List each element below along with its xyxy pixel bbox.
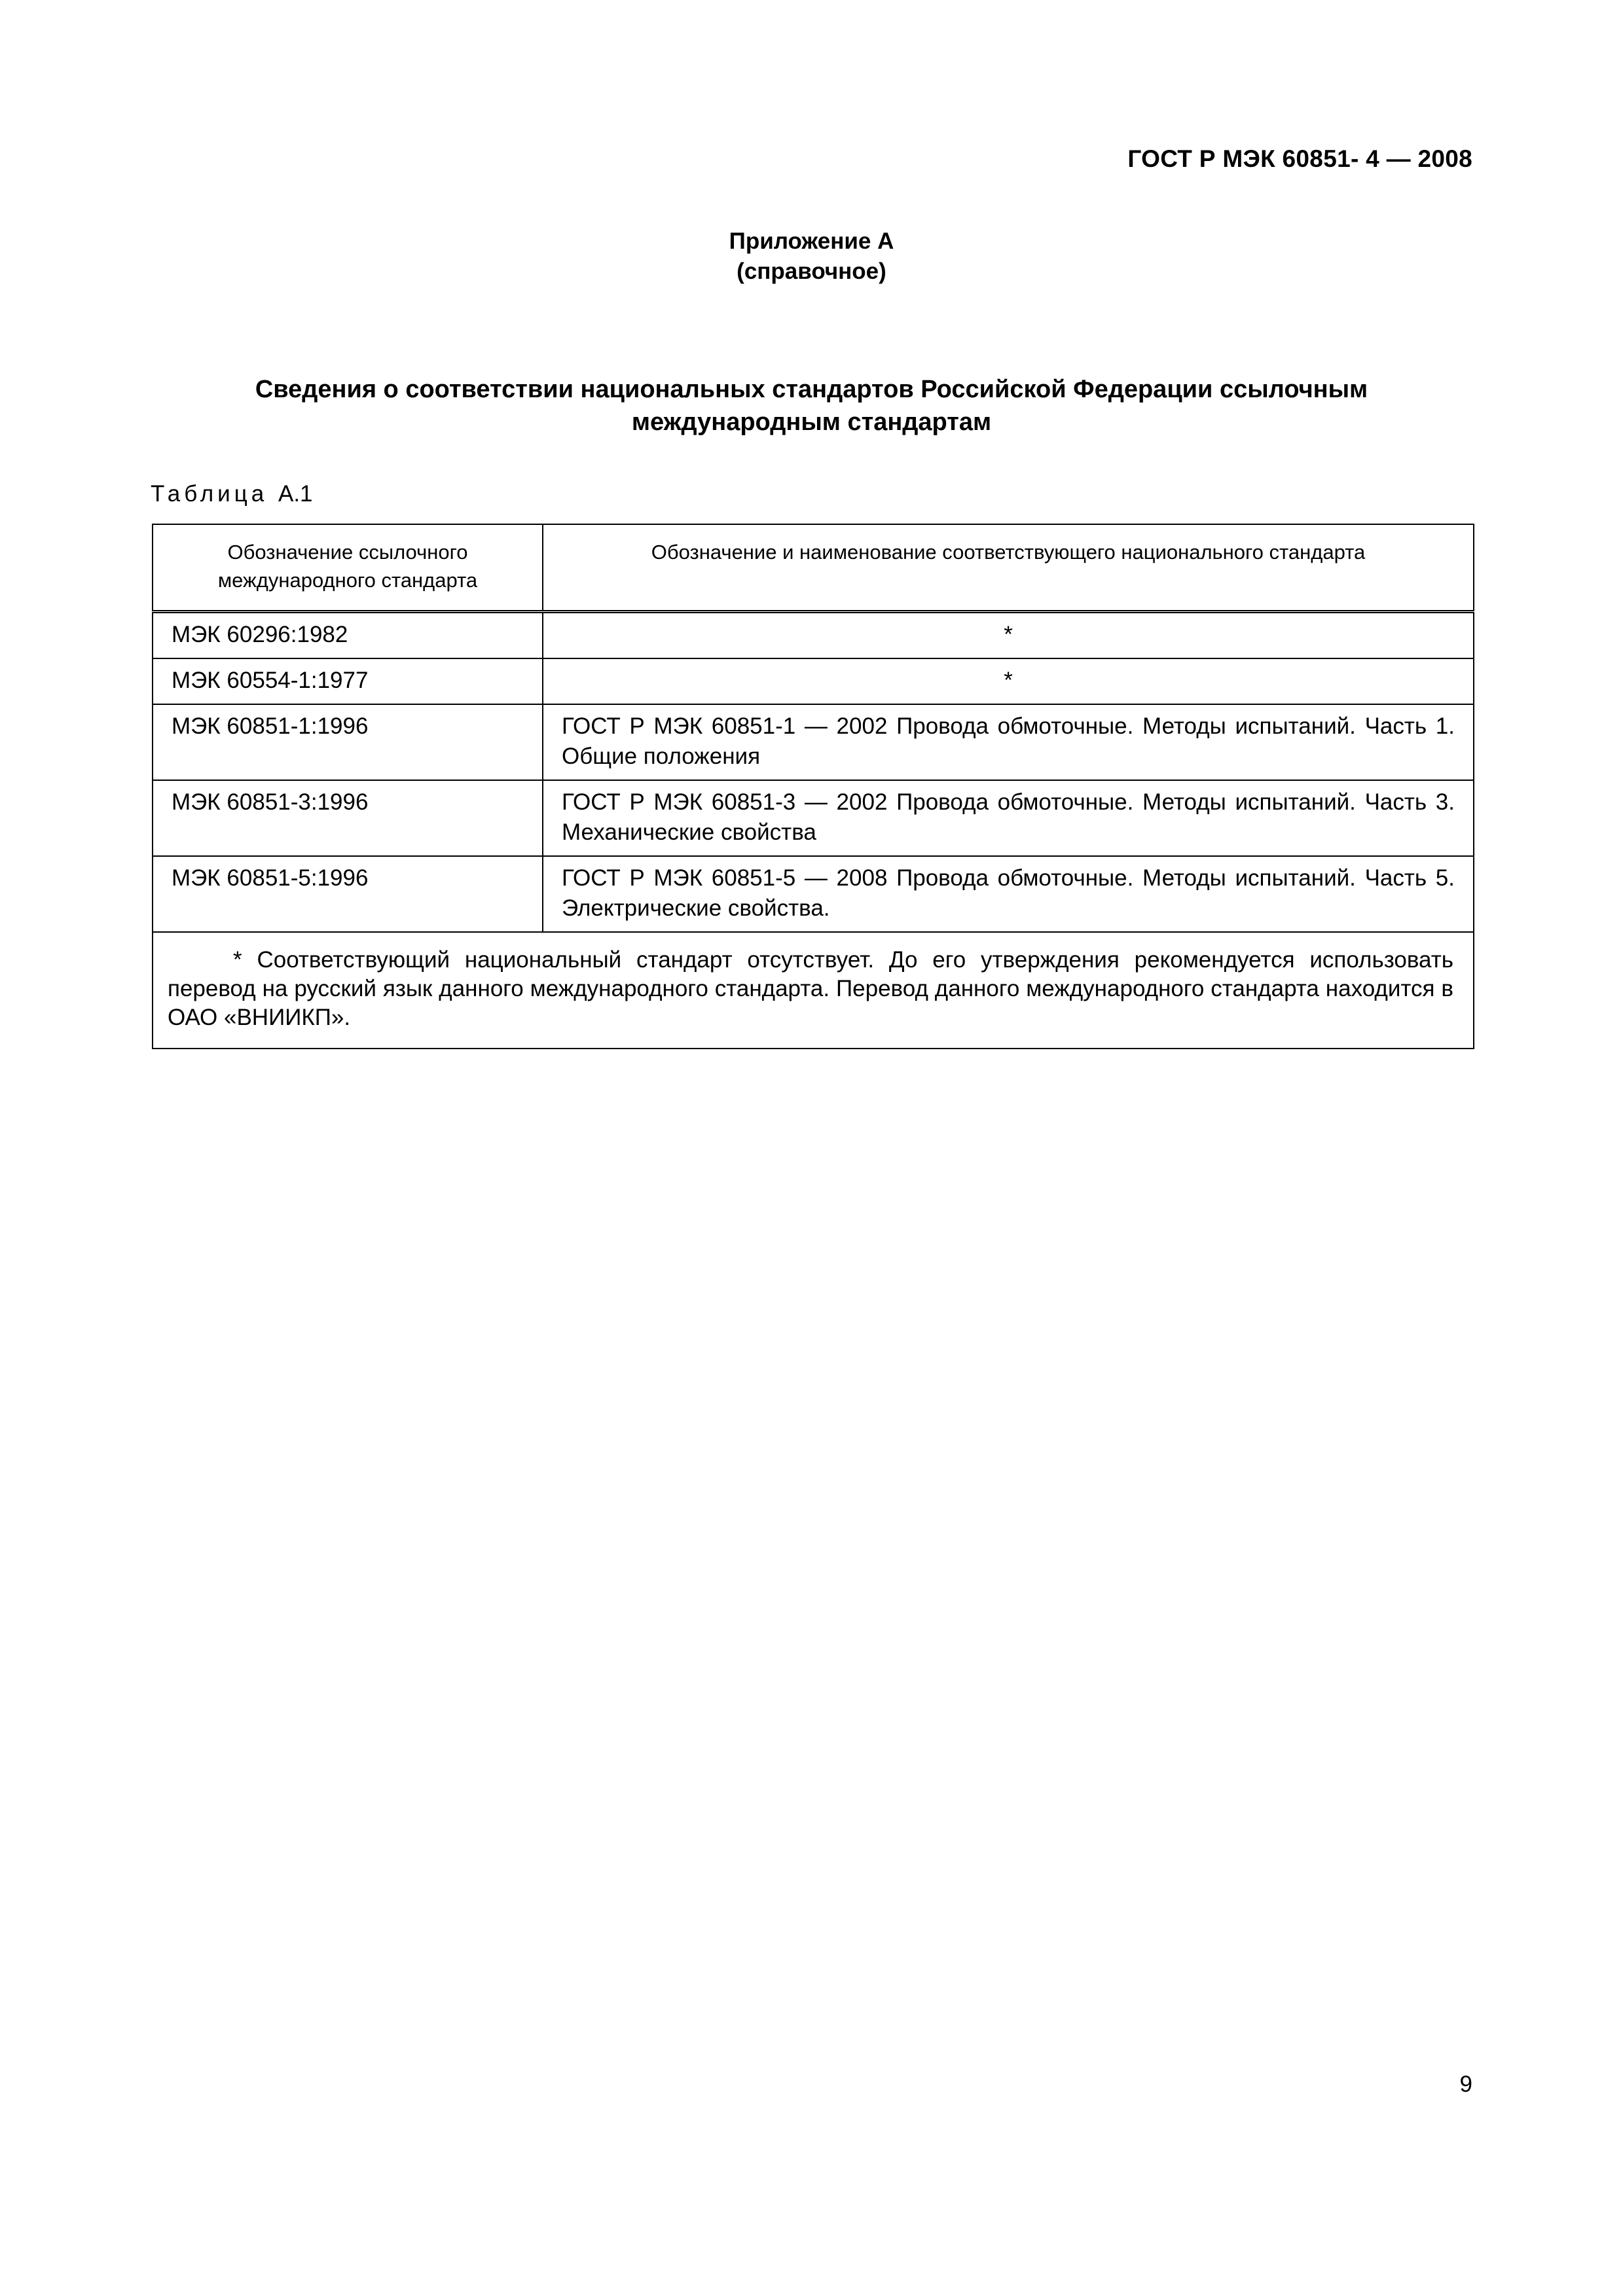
table-footnote: * Соответствующий национальный стандарт отсутствует. До его утверждения рекомендуется использовать перевод на русский язык данного международного стандарта. Перевод данного международного стандарта находится в ОАО «ВНИИКП».: [168, 947, 1453, 1030]
table-caption-prefix: Таблица: [151, 481, 268, 507]
appendix-heading: [0, 226, 1623, 287]
international-standard-cell: МЭК 60851-5:1996: [153, 856, 543, 932]
appendix-title: Приложение А: [729, 228, 894, 254]
standards-correspondence-table: [152, 524, 1474, 1049]
national-standard-cell: ГОСТ Р МЭК 60851-1 — 2002 Провода обмоточные. Методы испытаний. Часть 1. Общие положения: [543, 704, 1474, 780]
section-heading: Сведения о соответствии национальных стандартов Российской Федерации ссылочным международным стандартам: [255, 376, 1368, 436]
column-header-national: Обозначение и наименование соответствующего национального стандарта: [543, 524, 1474, 612]
table-row: [153, 658, 1474, 704]
document-code-header: ГОСТ Р МЭК 60851- 4 — 2008: [1127, 145, 1472, 172]
table-footnote-cell: [153, 932, 1474, 1049]
table-row: [153, 780, 1474, 856]
page-number: 9: [1459, 2072, 1472, 2097]
table-row: [153, 612, 1474, 659]
table-row: [153, 704, 1474, 780]
international-standard-cell: МЭК 60851-3:1996: [153, 780, 543, 856]
table-caption-number: А.1: [278, 481, 313, 507]
international-standard-cell: МЭК 60296:1982: [153, 612, 543, 659]
column-header-international: Обозначение ссылочного международного стандарта: [153, 524, 543, 612]
appendix-subtitle: (справочное): [737, 259, 886, 284]
national-standard-cell: ГОСТ Р МЭК 60851-3 — 2002 Провода обмоточные. Методы испытаний. Часть 3. Механические свойства: [543, 780, 1474, 856]
national-standard-cell: *: [543, 658, 1474, 704]
international-standard-cell: МЭК 60851-1:1996: [153, 704, 543, 780]
table-row: [153, 856, 1474, 932]
national-standard-cell: *: [543, 612, 1474, 659]
table-caption: [151, 481, 313, 507]
international-standard-cell: МЭК 60554-1:1977: [153, 658, 543, 704]
table-header-row: [153, 524, 1474, 612]
national-standard-cell: ГОСТ Р МЭК 60851-5 — 2008 Провода обмоточные. Методы испытаний. Часть 5. Электрические свойства.: [543, 856, 1474, 932]
table-footnote-row: [153, 932, 1474, 1049]
